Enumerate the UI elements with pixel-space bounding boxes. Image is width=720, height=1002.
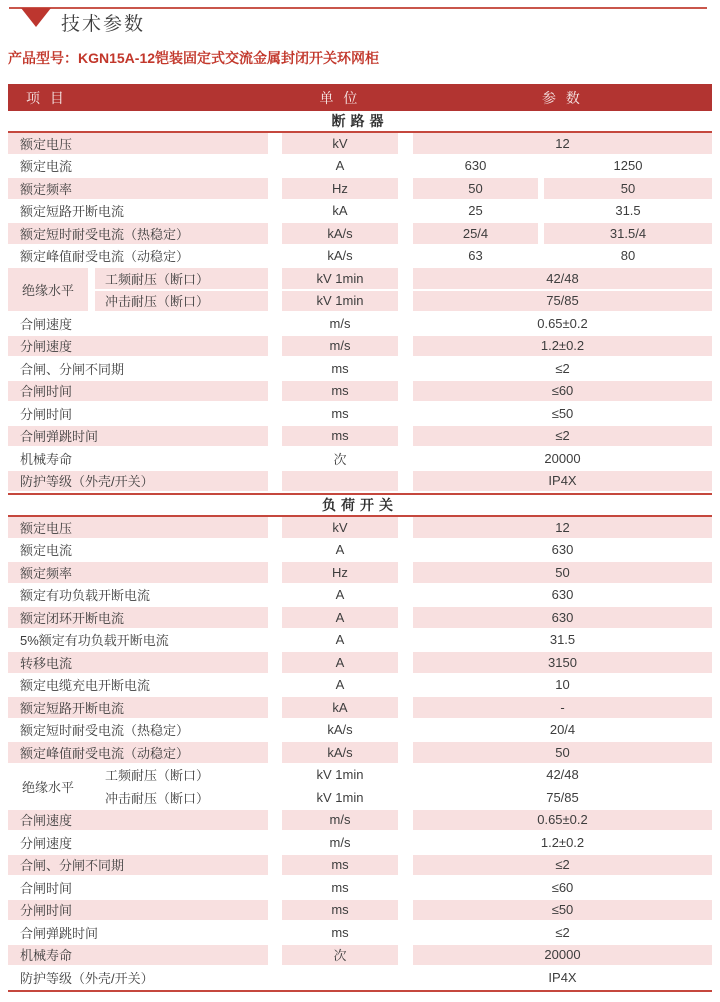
row-item-label: 额定电流 [8, 540, 268, 563]
table-row [8, 810, 712, 833]
row-unit [282, 471, 398, 494]
table-row [8, 742, 712, 765]
row-item-label: 机械寿命 [8, 448, 268, 471]
row-item-label: 合闸、分闸不同期 [8, 358, 268, 381]
table-row [8, 201, 712, 224]
row-value: 630 [413, 156, 538, 179]
row-item-label: 额定短时耐受电流（热稳定） [8, 720, 268, 743]
table-row [8, 720, 712, 743]
row-value: 630 [413, 585, 712, 608]
row-unit: 次 [282, 448, 398, 471]
row-item-label: 工频耐压（断口） [95, 268, 268, 291]
technical-parameters-table [8, 84, 712, 992]
row-value: - [413, 697, 712, 720]
row-item-label: 额定短时耐受电流（热稳定） [8, 223, 268, 246]
table-row [8, 313, 712, 336]
row-unit: m/s [282, 313, 398, 336]
row-item-label: 额定频率 [8, 562, 268, 585]
row-unit: m/s [282, 832, 398, 855]
section-title: 负荷开关 [322, 497, 398, 513]
row-item-label: 额定闭环开断电流 [8, 607, 268, 630]
row-value: 50 [544, 178, 712, 201]
row-value: ≤2 [413, 922, 712, 945]
row-item-label: 额定电缆充电开断电流 [8, 675, 268, 698]
row-item-label: 机械寿命 [8, 945, 268, 968]
row-unit [282, 967, 398, 990]
row-item-label: 合闸弹跳时间 [8, 922, 268, 945]
row-unit: Hz [282, 562, 398, 585]
row-item-label: 额定峰值耐受电流（动稳定） [8, 246, 268, 269]
row-unit: m/s [282, 810, 398, 833]
row-value: 10 [413, 675, 712, 698]
row-unit: kA/s [282, 742, 398, 765]
row-value: 31.5 [413, 630, 712, 653]
row-item-label: 分闸时间 [8, 403, 268, 426]
row-value: 75/85 [413, 291, 712, 314]
row-item-label: 合闸速度 [8, 810, 268, 833]
table-row [8, 922, 712, 945]
row-value: 63 [413, 246, 538, 269]
row-item-label: 防护等级（外壳/开关） [8, 471, 268, 494]
table-row [8, 607, 712, 630]
row-value: ≤50 [413, 900, 712, 923]
row-value: ≤2 [413, 426, 712, 449]
section-title: 断路器 [331, 113, 389, 129]
column-header-param: 参 数 [542, 89, 583, 106]
row-item-label: 额定电压 [8, 517, 268, 540]
row-value: 50 [413, 562, 712, 585]
row-unit: A [282, 675, 398, 698]
table-row [8, 133, 712, 156]
row-unit: A [282, 156, 398, 179]
table-row [8, 900, 712, 923]
row-item-label: 防护等级（外壳/开关） [8, 967, 268, 990]
row-value: 1.2±0.2 [413, 336, 712, 359]
row-value: ≤60 [413, 877, 712, 900]
table-row [8, 967, 712, 990]
row-item-label: 分闸速度 [8, 832, 268, 855]
section-rule [8, 990, 712, 992]
table-row [8, 675, 712, 698]
row-value: 20000 [413, 945, 712, 968]
row-value: 31.5/4 [544, 223, 712, 246]
table-row [8, 877, 712, 900]
table-row [8, 945, 712, 968]
row-item-label: 冲击耐压（断口） [95, 787, 268, 810]
row-value: 25 [413, 201, 538, 224]
row-unit: kV 1min [282, 765, 398, 788]
page-title: 技术参数 [61, 14, 146, 35]
row-value: 20000 [413, 448, 712, 471]
row-unit: kA/s [282, 720, 398, 743]
table-row [8, 562, 712, 585]
table-row [8, 178, 712, 201]
row-unit: ms [282, 900, 398, 923]
row-unit: 次 [282, 945, 398, 968]
row-unit: kA/s [282, 246, 398, 269]
row-item-label: 工频耐压（断口） [95, 765, 268, 788]
row-unit: ms [282, 922, 398, 945]
row-item-label: 5%额定有功负载开断电流 [8, 630, 268, 653]
row-unit: A [282, 652, 398, 675]
row-unit: ms [282, 877, 398, 900]
table-row [8, 246, 712, 269]
row-unit: kV 1min [282, 268, 398, 291]
row-unit: A [282, 607, 398, 630]
row-unit: Hz [282, 178, 398, 201]
row-item-label: 分闸时间 [8, 900, 268, 923]
row-unit: kA [282, 697, 398, 720]
row-value: ≤2 [413, 358, 712, 381]
table-row [8, 697, 712, 720]
row-value: ≤60 [413, 381, 712, 404]
row-unit: kA [282, 201, 398, 224]
insulation-group-row [8, 268, 712, 313]
row-item-label: 转移电流 [8, 652, 268, 675]
table-row [8, 585, 712, 608]
row-item-label: 额定电流 [8, 156, 268, 179]
table-row [8, 630, 712, 653]
column-header-unit: 单 位 [319, 89, 361, 106]
row-item-label: 额定短路开断电流 [8, 201, 268, 224]
row-item-label: 合闸、分闸不同期 [8, 855, 268, 878]
row-value: 50 [413, 178, 538, 201]
insulation-group-row [8, 765, 712, 810]
table-row [8, 358, 712, 381]
table-row [8, 448, 712, 471]
row-unit: kV 1min [282, 787, 398, 810]
row-unit: ms [282, 403, 398, 426]
row-value: 630 [413, 540, 712, 563]
row-unit: ms [282, 426, 398, 449]
table-row [8, 336, 712, 359]
row-unit: kA/s [282, 223, 398, 246]
row-item-label: 额定峰值耐受电流（动稳定） [8, 742, 268, 765]
product-model-label: 产品型号：KGN15A-12铠装固定式交流金属封闭开关环网柜 [8, 50, 380, 66]
row-value: 0.65±0.2 [413, 313, 712, 336]
row-unit: A [282, 585, 398, 608]
table-row [8, 517, 712, 540]
row-unit: kV [282, 133, 398, 156]
table-row [8, 652, 712, 675]
row-unit: A [282, 630, 398, 653]
row-unit: ms [282, 381, 398, 404]
row-unit: kV [282, 517, 398, 540]
row-value: 75/85 [413, 787, 712, 810]
table-row [8, 832, 712, 855]
row-value: 20/4 [413, 720, 712, 743]
table-row [8, 540, 712, 563]
table-row [8, 223, 712, 246]
row-value: 42/48 [413, 268, 712, 291]
table-body [8, 111, 712, 992]
row-value: 31.5 [544, 201, 712, 224]
row-value: 50 [413, 742, 712, 765]
table-row [8, 156, 712, 179]
row-value: 630 [413, 607, 712, 630]
row-group-label: 绝缘水平 [8, 765, 88, 810]
row-value: ≤50 [413, 403, 712, 426]
row-value: 12 [413, 133, 712, 156]
row-unit: kV 1min [282, 291, 398, 314]
row-item-label: 额定短路开断电流 [8, 697, 268, 720]
row-value: IP4X [413, 967, 712, 990]
table-row [8, 381, 712, 404]
table-header-row [8, 84, 712, 111]
row-item-label: 合闸速度 [8, 313, 268, 336]
row-value: 80 [544, 246, 712, 269]
row-value: IP4X [413, 471, 712, 494]
row-item-label: 合闸弹跳时间 [8, 426, 268, 449]
column-header-item: 项 目 [26, 89, 67, 106]
row-item-label: 合闸时间 [8, 381, 268, 404]
row-item-label: 分闸速度 [8, 336, 268, 359]
row-unit: A [282, 540, 398, 563]
row-value: 3150 [413, 652, 712, 675]
row-item-label: 额定频率 [8, 178, 268, 201]
row-unit: ms [282, 358, 398, 381]
section-marker-triangle-icon [21, 8, 51, 27]
row-value: ≤2 [413, 855, 712, 878]
row-group-label: 绝缘水平 [8, 268, 88, 313]
table-row [8, 471, 712, 494]
row-item-label: 额定电压 [8, 133, 268, 156]
row-item-label: 额定有功负载开断电流 [8, 585, 268, 608]
row-value: 25/4 [413, 223, 538, 246]
row-value: 0.65±0.2 [413, 810, 712, 833]
row-unit: ms [282, 855, 398, 878]
row-value: 1.2±0.2 [413, 832, 712, 855]
row-item-label: 冲击耐压（断口） [95, 291, 268, 314]
row-value: 42/48 [413, 765, 712, 788]
row-unit: m/s [282, 336, 398, 359]
table-row [8, 855, 712, 878]
row-item-label: 合闸时间 [8, 877, 268, 900]
table-row [8, 403, 712, 426]
row-value: 1250 [544, 156, 712, 179]
row-value: 12 [413, 517, 712, 540]
table-row [8, 426, 712, 449]
